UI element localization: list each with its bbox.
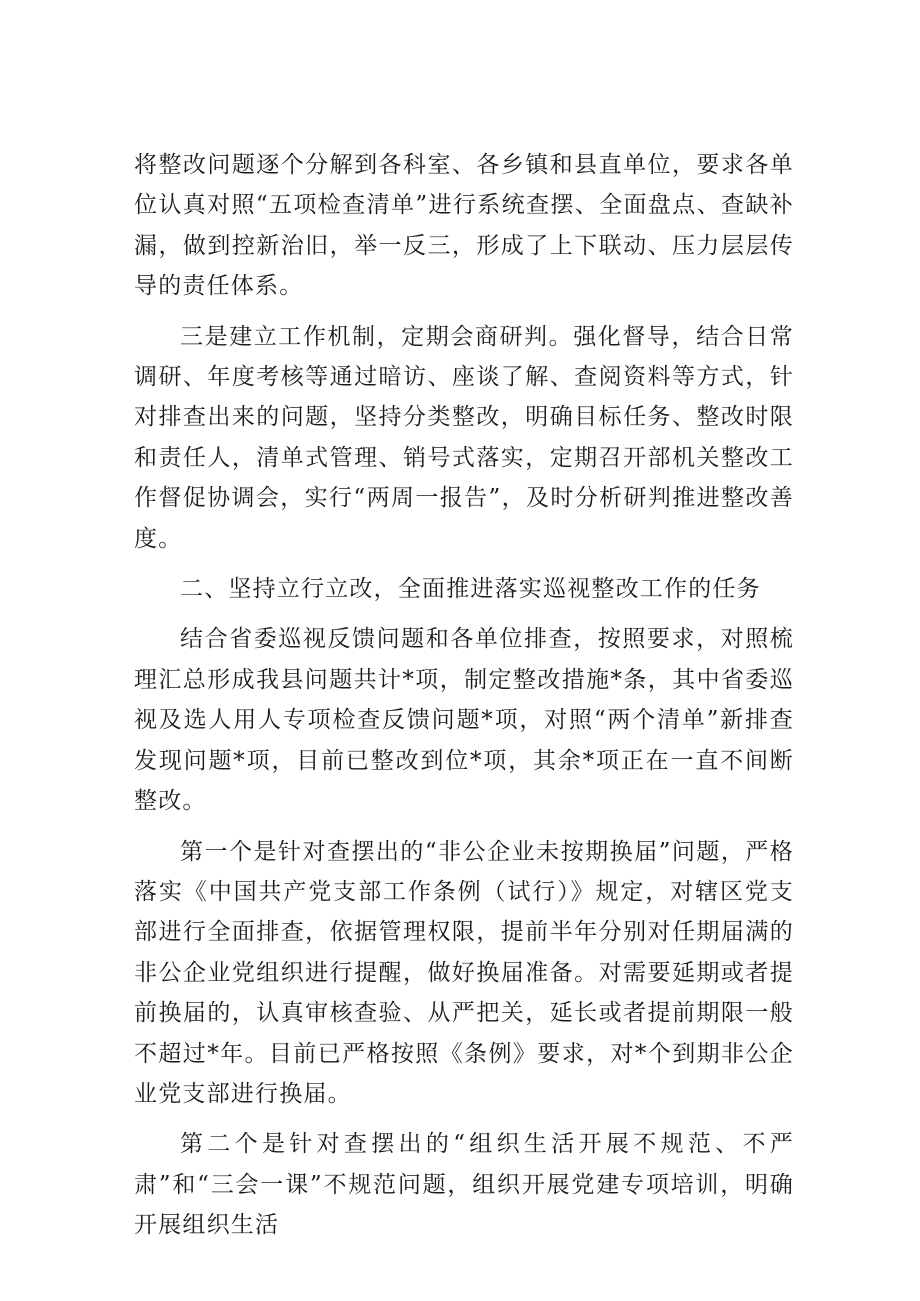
paragraph-work-mechanism: 三是建立工作机制，定期会商研判。强化督导，结合日常调研、年度考核等通过暗访、座谈了解、查阅资料等方式，针对排查出来的问题，坚持分类整改，明确目标任务、整改时限和责任人，清单式管理、销号式落实，定期召开部机关整改工作督促协调会，实行“两周一报告”，及时分析研判推进整改善度。	[134, 323, 794, 552]
section-heading-rectification-tasks: 二、坚持立行立改，全面推进落实巡视整改工作的任务	[180, 576, 761, 603]
paragraph-problem-summary: 结合省委巡视反馈问题和各单位排查，按照要求，对照梳理汇总形成我县问题共计*项，制定整改措施*条，其中省委巡视及选人用人专项检查反馈问题*项，对照“两个清单”新排查发现问题*项，目前已整改到位*项，其余*项正在一直不间断整改。	[134, 626, 794, 815]
paragraph-second-issue: 第二个是针对查摆出的“组织生活开展不规范、不严肃”和“三会一课”不规范问题，组织开展党建专项培训，明确开展组织生活	[134, 1131, 794, 1239]
paragraph-first-issue: 第一个是针对查摆出的“非公企业未按期换届”问题，严格落实《中国共产党支部工作条例（试行）》规定，对辖区党支部进行全面排查，依据管理权限，提前半年分别对任期届满的非公企业党组织进行提醒，做好换届准备。对需要延期或者提前换届的，认真审核查验、从严把关，延长或者提前期限一般不超过*年。目前已严格按照《条例》要求，对*个到期非公企业党支部进行换届。	[134, 838, 794, 1107]
paragraph-continued-responsibility-system: 将整改问题逐个分解到各科室、各乡镇和县直单位，要求各单位认真对照“五项检查清单”进行系统查摆、全面盘点、查缺补漏，做到控新治旧，举一反三，形成了上下联动、压力层层传导的责任体系。	[134, 152, 794, 300]
document-body	[134, 145, 794, 1256]
